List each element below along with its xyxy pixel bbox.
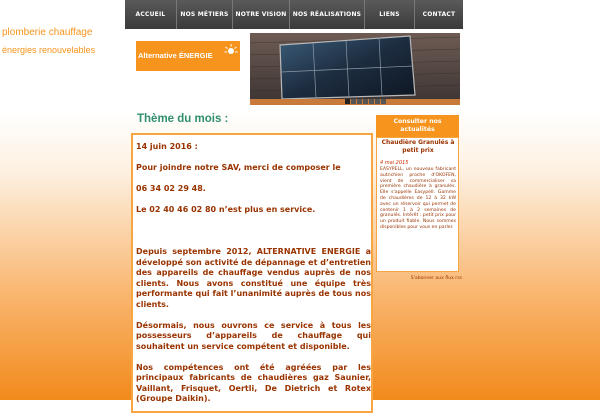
rss-subscribe-link[interactable]: S'abonner aux flux rss bbox=[410, 276, 462, 281]
news-item-text: EASYPELL, un nouveau fabricant autrichien proche d'OKOFEN, vient de commercialiser sa première chaudière à granulés. Elle s'appelle Easypell. Gamme de chaudières de 12 à 32 kW avec un réservoir qui permet de contenir 1 à 2 semaines de granulés. Intérêt : petit prix pour un produit fiable. Nous sommes disponibles pour vous en parler. bbox=[380, 167, 456, 230]
logo-line-1: plomberie chauffage bbox=[2, 27, 106, 38]
content-paragraph: 06 34 02 29 48. bbox=[136, 184, 206, 193]
nav-nos-realisations[interactable]: NOS RÉALISATIONS bbox=[290, 0, 365, 29]
content-paragraph: 14 juin 2016 : bbox=[136, 142, 198, 151]
main-content-text bbox=[136, 142, 371, 415]
slider-dot[interactable] bbox=[345, 99, 350, 104]
logo-line-2: énergies renouvelables bbox=[2, 45, 96, 55]
page-title: Thème du mois : bbox=[137, 113, 229, 125]
slider-dot[interactable] bbox=[357, 99, 362, 104]
content-paragraph: Le 02 40 46 02 80 n’est plus en service. bbox=[136, 205, 316, 214]
solar-panels-image bbox=[250, 33, 460, 105]
news-item-title[interactable]: Chaudière Granulés à petit prix bbox=[381, 139, 455, 154]
top-nav bbox=[125, 0, 463, 29]
content-paragraph: Depuis septembre 2012, ALTERNATIVE ENERGIE a développé son activité de dépannage et d’entretien des appareils de chauffage vendus auprès de nos clients. Nous avons constitué une équipe très performante qui fait l’unanimité auprès de tous nos clients. bbox=[136, 247, 371, 309]
slider-dot[interactable] bbox=[351, 99, 356, 104]
news-item-date: 4 mai 2015 bbox=[380, 160, 409, 166]
content-paragraph: Pour joindre notre SAV, merci de composer le bbox=[136, 163, 341, 172]
logo-band bbox=[136, 71, 240, 103]
nav-contact[interactable]: CONTACT bbox=[422, 11, 456, 18]
content-paragraph: Désormais, nous ouvrons ce service à tous les possesseurs d’appareils de chauffage qui souhaitent un service compétent et disponible. bbox=[136, 320, 371, 351]
logo-title: Alternative ÉNERGIE bbox=[138, 51, 213, 60]
header-banner-image bbox=[250, 33, 460, 105]
site-logo[interactable] bbox=[136, 41, 240, 103]
slider-dot[interactable] bbox=[375, 99, 380, 104]
slider-dot[interactable] bbox=[381, 99, 386, 104]
slider-dot[interactable] bbox=[369, 99, 374, 104]
sun-icon bbox=[224, 43, 238, 57]
slider-dot[interactable] bbox=[363, 99, 368, 104]
nav-accueil[interactable]: ACCUEIL bbox=[125, 0, 177, 29]
slider-dots bbox=[345, 99, 386, 104]
nav-nos-metiers[interactable]: NOS MÉTIERS bbox=[177, 0, 233, 29]
content-paragraph: Nos compétences ont été agréées par les principaux fabricants de chaudières gaz Saunier, Vaillant, Frisquet, Oertli, De Dietrich et Rotex (Groupe Daikin). bbox=[136, 362, 371, 403]
nav-notre-vision[interactable]: NOTRE VISION bbox=[233, 0, 290, 29]
nav-liens[interactable]: LIENS bbox=[365, 0, 415, 29]
content-paragraph bbox=[136, 226, 371, 237]
news-heading[interactable]: Consulter nos actualités bbox=[376, 115, 459, 137]
